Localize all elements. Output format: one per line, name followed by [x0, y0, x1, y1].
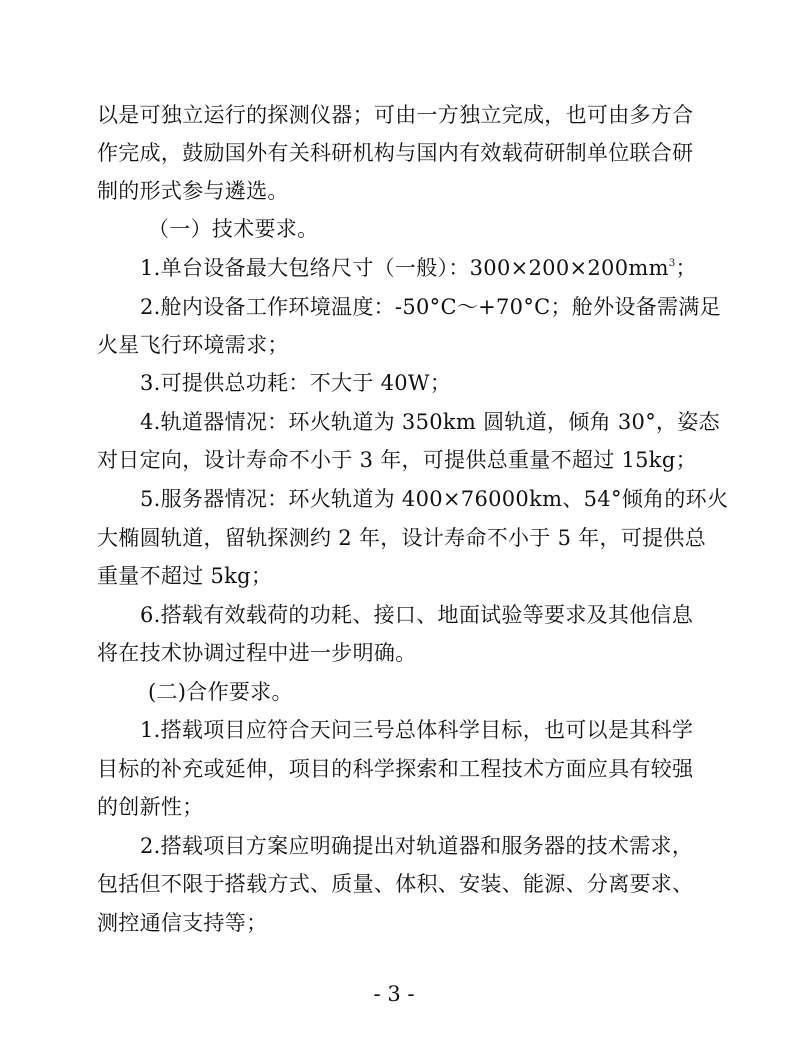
- list-item-line: 3.可提供总功耗：不大于 40W；: [140, 371, 452, 395]
- page-number: - 3 -: [373, 982, 415, 1006]
- paragraph-line: 作完成，鼓励国外有关科研机构与国内有效载荷研制单位联合研: [97, 141, 694, 165]
- list-item-line: 2.搭载项目方案应明确提出对轨道器和服务器的技术需求，: [140, 834, 694, 858]
- list-item-line: 的创新性；: [97, 795, 204, 819]
- list-item-line: 5.服务器情况：环火轨道为 400×76000km、54°倾角的环火: [140, 487, 729, 511]
- list-item-line: 6.搭载有效载荷的功耗、接口、地面试验等要求及其他信息: [140, 603, 694, 627]
- list-item-line: 将在技术协调过程中进一步明确。: [97, 641, 417, 665]
- list-item-text-tail: ；: [675, 256, 697, 280]
- paragraph-line: 制的形式参与遴选。: [97, 179, 289, 203]
- list-item-text: 1.单台设备最大包络尺寸（一般）：300×200×200mm: [140, 256, 669, 280]
- list-item-line: 大椭圆轨道，留轨探测约 2 年，设计寿命不小于 5 年，可提供总: [97, 526, 707, 550]
- list-item-line: 测控通信支持等；: [97, 911, 268, 935]
- section-heading: （一）技术要求。: [148, 217, 319, 241]
- list-item-line: 1.搭载项目应符合天问三号总体科学目标，也可以是其科学: [140, 718, 694, 742]
- list-item-line: 对日定向，设计寿命不小于 3 年，可提供总重量不超过 15kg；: [97, 448, 697, 472]
- superscript: 3: [668, 258, 676, 269]
- list-item-line: 4.轨道器情况：环火轨道为 350km 圆轨道，倾角 30°，姿态: [140, 410, 720, 434]
- list-item-line: 火星飞行环境需求；: [97, 333, 289, 357]
- list-item-line: 目标的补充或延伸，项目的科学探索和工程技术方面应具有较强: [97, 757, 694, 781]
- section-heading: (二)合作要求。: [148, 680, 293, 704]
- paragraph-line: 以是可独立运行的探测仪器；可由一方独立完成，也可由多方合: [97, 103, 694, 127]
- list-item-line: 包括但不限于搭载方式、质量、体积、安装、能源、分离要求、: [97, 872, 694, 896]
- list-item-line: [140, 253, 740, 283]
- list-item-line: 2.舱内设备工作环境温度：-50°C～+70°C；舱外设备需满足: [140, 295, 721, 319]
- list-item-line: 重量不超过 5kg；: [97, 564, 273, 588]
